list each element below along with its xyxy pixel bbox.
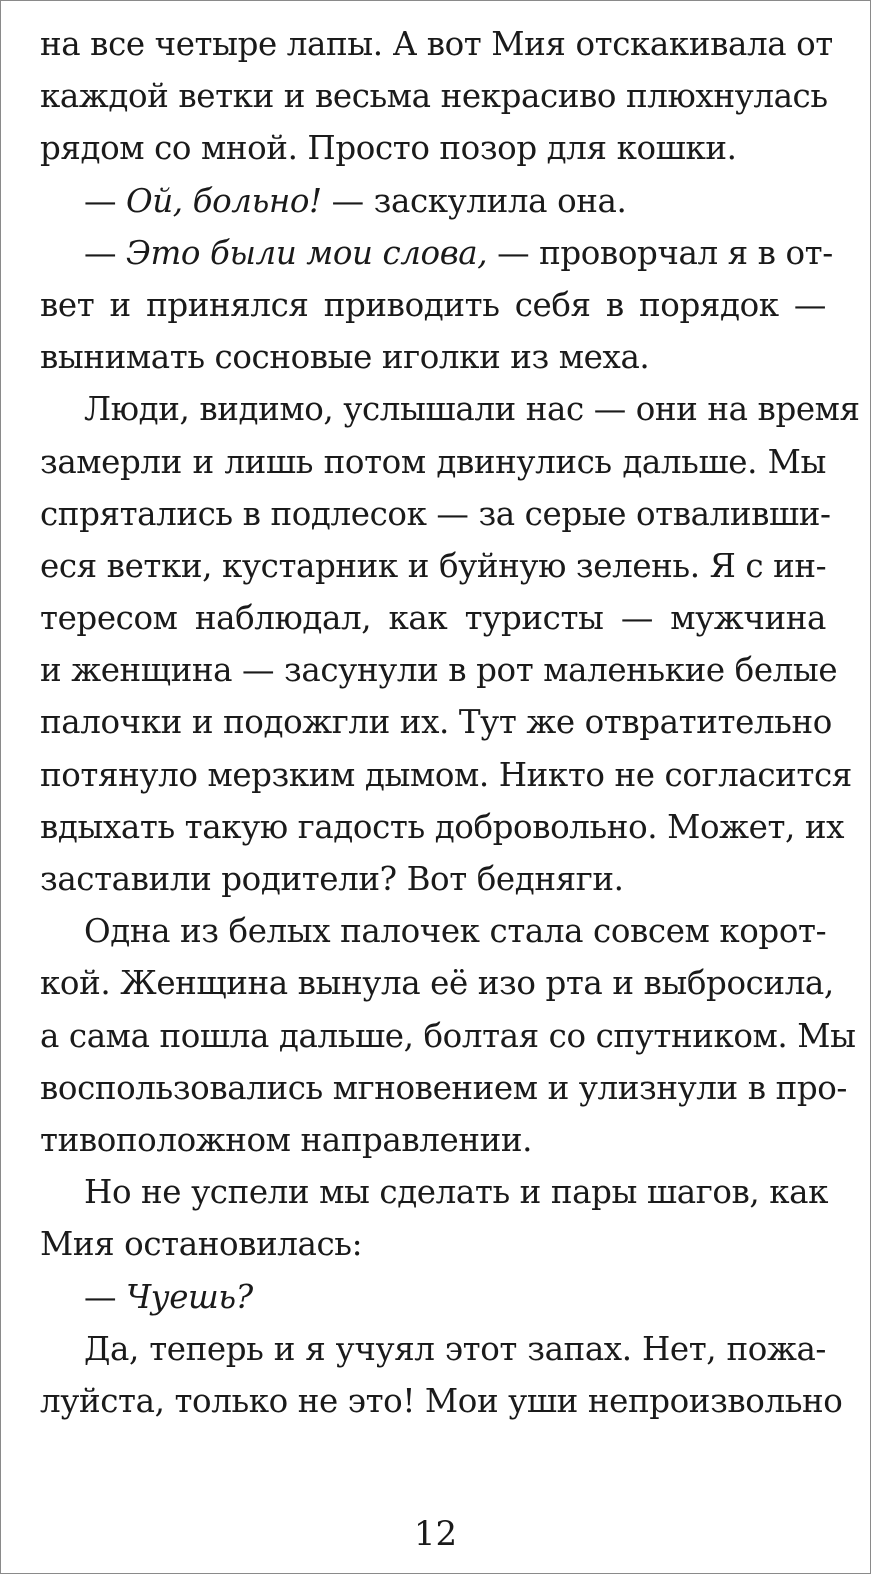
speech-tag: — проворчал я в от-	[487, 233, 833, 272]
paragraph-start-line: Люди, видимо, услышали нас — они на время	[84, 390, 860, 429]
dialogue-line	[40, 1271, 826, 1323]
body-text	[40, 18, 860, 1427]
text-line: потянуло мерзким дымом. Никто не согласится	[40, 755, 852, 794]
paragraph-start-line: Да, теперь и я учуял этот запах. Нет, пожа-	[84, 1329, 826, 1368]
text-line: а сама пошла дальше, болтая со спутником. Мы	[40, 1016, 856, 1055]
dialogue-line	[40, 175, 826, 227]
dash: —	[84, 233, 127, 272]
text-line: рядом со мной. Просто позор для кошки.	[40, 129, 737, 168]
text-line: вынимать сосновые иголки из меха.	[40, 338, 650, 377]
italic-speech: Чуешь?	[126, 1277, 253, 1316]
dash: —	[84, 1277, 127, 1316]
text-line: и женщина — засунули в рот маленькие белые	[40, 651, 838, 690]
text-line: вдыхать такую гадость добровольно. Может, их	[40, 807, 845, 846]
text-line: воспользовались мгновением и улизнули в про-	[40, 1068, 847, 1107]
text-line: заставили родители? Вот бедняги.	[40, 860, 624, 898]
text-line: вет и принялся приводить себя в порядок —	[40, 285, 826, 324]
text-line: еся ветки, кустарник и буйную зелень. Я с ин-	[40, 546, 827, 585]
text-line: замерли и лишь потом двинулись дальше. Мы	[40, 442, 826, 481]
text-line: тивоположном направлении.	[40, 1120, 533, 1159]
text-line: палочки и подожгли их. Тут же отвратительно	[40, 703, 832, 742]
paragraph-start-line: Но не успели мы сделать и пары шагов, как	[84, 1173, 829, 1212]
text-line: Мия остановилась:	[40, 1225, 363, 1264]
dialogue-line	[40, 227, 833, 279]
text-line: тересом наблюдал, как туристы — мужчина	[40, 599, 826, 638]
speech-tag: — заскулила она.	[321, 181, 627, 220]
text-line: спрятались в подлесок — за серые отваливши-	[40, 494, 831, 533]
page-number: 12	[413, 1514, 458, 1554]
italic-speech: Ой, больно!	[126, 181, 322, 220]
italic-speech: Это были мои слова,	[126, 233, 488, 272]
text-line: кой. Женщина вынула её изо рта и выбросила,	[40, 964, 834, 1003]
dash: —	[84, 181, 127, 220]
text-line: на все четыре лапы. А вот Мия отскакивала от	[40, 25, 833, 63]
text-line: луйста, только не это! Мои уши непроизвольно	[40, 1381, 843, 1420]
text-line: каждой ветки и весьма некрасиво плюхнулась	[40, 77, 828, 116]
paragraph-start-line: Одна из белых палочек стала совсем корот-	[84, 912, 827, 951]
